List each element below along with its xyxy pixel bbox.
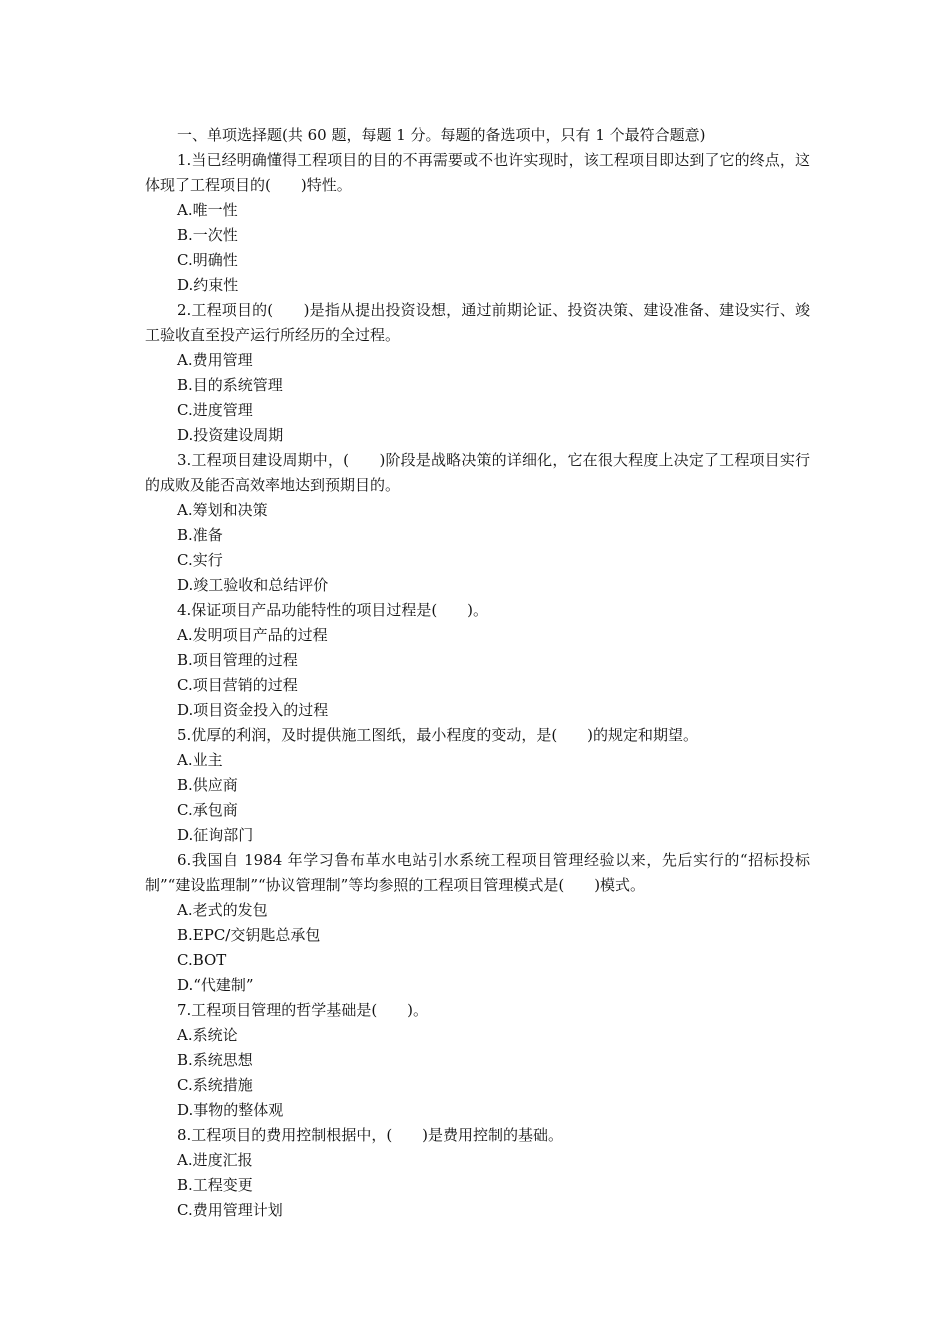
section-heading: 一、单项选择题(共 60 题，每题 1 分。每题的备选项中，只有 1 个最符合题意) bbox=[177, 126, 706, 144]
answer-option: C.实行 bbox=[177, 551, 223, 569]
answer-option: A.业主 bbox=[177, 751, 223, 769]
answer-option: D.项目资金投入的过程 bbox=[177, 701, 329, 719]
exam-content bbox=[145, 123, 810, 1223]
answer-option: D.“代建制” bbox=[177, 976, 254, 994]
answer-option: C.BOT bbox=[177, 951, 227, 969]
question-stem: 5.优厚的利润，及时提供施工图纸，最小程度的变动，是( )的规定和期望。 bbox=[177, 726, 699, 744]
answer-option: A.费用管理 bbox=[177, 351, 253, 369]
answer-option: C.承包商 bbox=[177, 801, 238, 819]
answer-option: B.一次性 bbox=[177, 226, 238, 244]
answer-option: A.筹划和决策 bbox=[177, 501, 268, 519]
answer-option: C.进度管理 bbox=[177, 401, 253, 419]
question-stem: 3.工程项目建设周期中，( )阶段是战略决策的详细化，它在很大程度上决定了工程项目实行的成败及能否高效率地达到预期目的。 bbox=[145, 451, 810, 494]
question-block bbox=[145, 848, 810, 998]
answer-option: A.老式的发包 bbox=[177, 901, 268, 919]
question-list bbox=[145, 148, 810, 1223]
answer-option: C.系统措施 bbox=[177, 1076, 253, 1094]
answer-option: C.明确性 bbox=[177, 251, 238, 269]
answer-option: B.供应商 bbox=[177, 776, 238, 794]
answer-option: B.目的系统管理 bbox=[177, 376, 283, 394]
answer-option: A.发明项目产品的过程 bbox=[177, 626, 328, 644]
question-block bbox=[145, 598, 810, 723]
answer-option: D.投资建设周期 bbox=[177, 426, 284, 444]
question-block bbox=[145, 448, 810, 598]
answer-option: C.项目营销的过程 bbox=[177, 676, 298, 694]
question-stem: 8.工程项目的费用控制根据中，( )是费用控制的基础。 bbox=[177, 1126, 564, 1144]
answer-option: B.准备 bbox=[177, 526, 223, 544]
answer-option: B.工程变更 bbox=[177, 1176, 253, 1194]
question-stem: 1.当已经明确懂得工程项目的目的不再需要或不也许实现时，该工程项目即达到了它的终点，这体现了工程项目的( )特性。 bbox=[145, 151, 810, 194]
answer-option: D.征询部门 bbox=[177, 826, 254, 844]
question-block bbox=[145, 723, 810, 848]
answer-option: D.事物的整体观 bbox=[177, 1101, 284, 1119]
question-stem: 2.工程项目的( )是指从提出投资设想，通过前期论证、投资决策、建设准备、建设实行、竣工验收直至投产运行所经历的全过程。 bbox=[145, 301, 810, 344]
question-stem: 7.工程项目管理的哲学基础是( )。 bbox=[177, 1001, 429, 1019]
answer-option: D.约束性 bbox=[177, 276, 239, 294]
question-stem: 6.我国自 1984 年学习鲁布革水电站引水系统工程项目管理经验以来，先后实行的“招标投标制”“建设监理制”“协议管理制”等均参照的工程项目管理模式是( )模式。 bbox=[145, 851, 810, 894]
answer-option: C.费用管理计划 bbox=[177, 1201, 283, 1219]
question-block bbox=[145, 998, 810, 1123]
question-block bbox=[145, 148, 810, 298]
question-block bbox=[145, 298, 810, 448]
question-block bbox=[145, 1123, 810, 1223]
answer-option: B.项目管理的过程 bbox=[177, 651, 298, 669]
answer-option: A.进度汇报 bbox=[177, 1151, 253, 1169]
answer-option: B.系统思想 bbox=[177, 1051, 253, 1069]
answer-option: D.竣工验收和总结评价 bbox=[177, 576, 329, 594]
answer-option: A.系统论 bbox=[177, 1026, 238, 1044]
question-stem: 4.保证项目产品功能特性的项目过程是( )。 bbox=[177, 601, 489, 619]
answer-option: B.EPC/交钥匙总承包 bbox=[177, 926, 321, 944]
answer-option: A.唯一性 bbox=[177, 201, 238, 219]
